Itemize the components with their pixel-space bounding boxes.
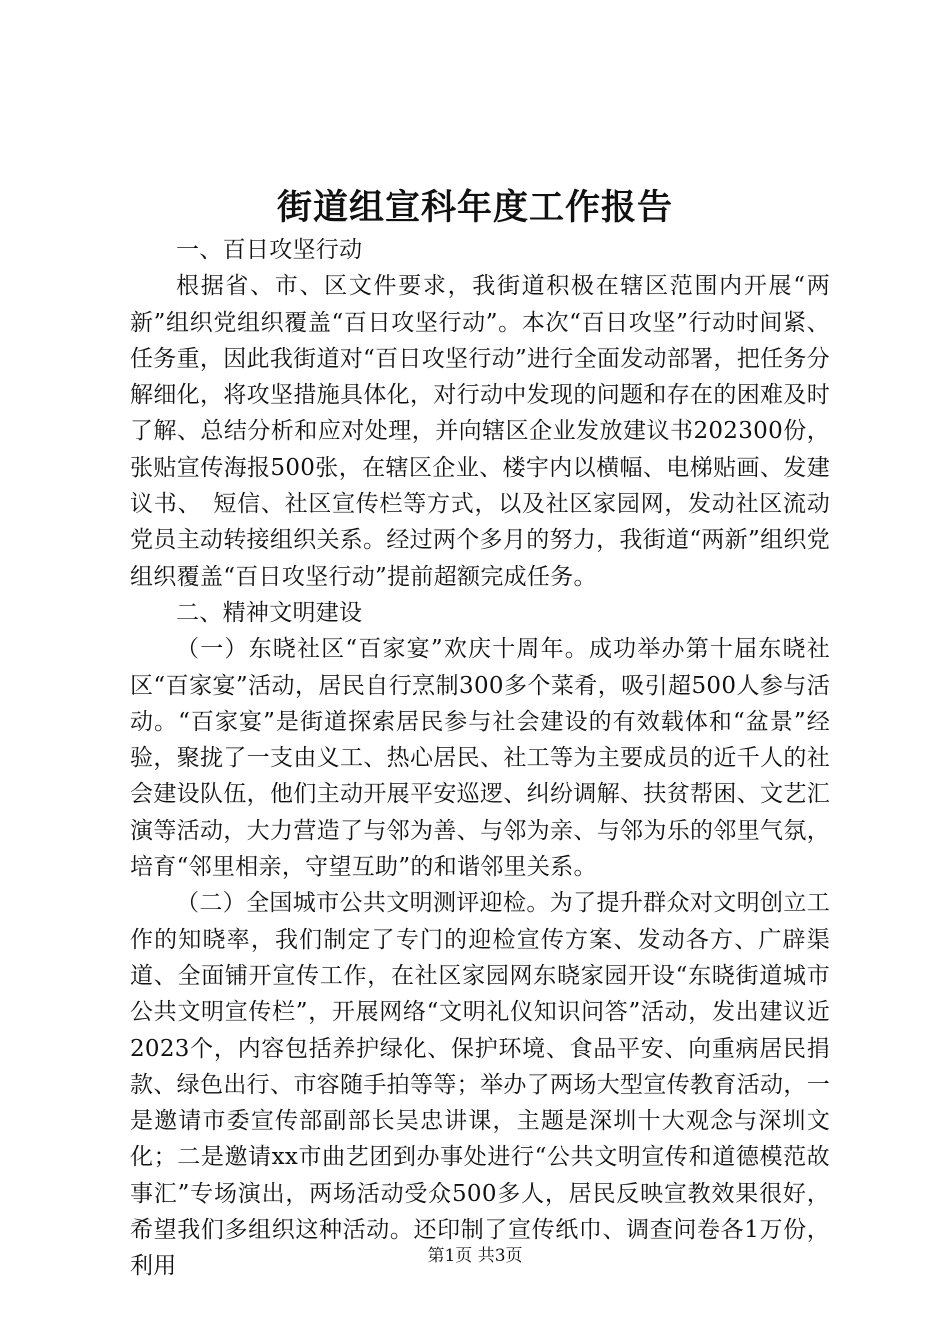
section-2-paragraph-1: （一）东晓社区“百家宴”欢庆十周年。成功举办第十届东晓社区“百家宴”活动，居民自行烹制300多个菜肴，吸引超500人参与活动。“百家宴”是街道探索居民参与社会建设的有效载体和“盆景”经验，聚拢了一支由义工、热心居民、社工等为主要成员的近千人的社会建设队伍，他们主动开展平安巡逻、纠纷调解、扶贫帮困、文艺汇演等活动，大力营造了与邻为善、与邻为亲、与邻为乐的邻里气氛，培育“邻里相亲，守望互助”的和谐邻里关系。 [130, 636, 830, 881]
section-2-heading: 二、精神文明建设 [176, 599, 363, 626]
document-body [130, 232, 830, 1285]
section-2-paragraph-2: （二）全国城市公共文明测评迎检。为了提升群众对文明创立工作的知晓率，我们制定了专门的迎检宣传方案、发动各方、广辟渠道、全面铺开宣传工作，在社区家园网东晓家园开设“东晓街道城市公共文明宣传栏”，开展网络“文明礼仪知识问答”活动，发出建议近2023个，内容包括养护绿化、保护环境、食品平安、向重病居民捐款、绿色出行、市容随手拍等等；举办了两场大型宣传教育活动，一是邀请市委宣传部副部长吴忠讲课，主题是深圳十大观念与深圳文化；二是邀请xx市曲艺团到办事处进行“公共文明宣传和道德模范故事汇”专场演出，两场活动受众500多人，居民反映宣教效果很好，希望我们多组织这种活动。还印制了宣传纸巾、调查问卷各1万份，利用 [130, 890, 830, 1280]
section-1-paragraph-1: 根据省、市、区文件要求，我街道积极在辖区范围内开展“两新”组织党组织覆盖“百日攻坚行动”。本次“百日攻坚”行动时间紧、任务重，因此我街道对“百日攻坚行动”进行全面发动部署，把任务分解细化，将攻坚措施具体化，对行动中发现的问题和存在的困难及时了解、总结分析和应对处理，并向辖区企业发放建议书202300份，张贴宣传海报500张，在辖区企业、楼宇内以横幅、电梯贴画、发建议书、 短信、社区宣传栏等方式，以及社区家园网，发动社区流动党员主动转接组织关系。经过两个多月的努力，我街道“两新”组织党组织覆盖“百日攻坚行动”提前超额完成任务。 [130, 273, 830, 590]
document-title: 街道组宣科年度工作报告 [276, 187, 673, 228]
section-1-heading: 一、百日攻坚行动 [176, 237, 363, 263]
page-number-footer: 第1页 共3页 [427, 1246, 523, 1266]
